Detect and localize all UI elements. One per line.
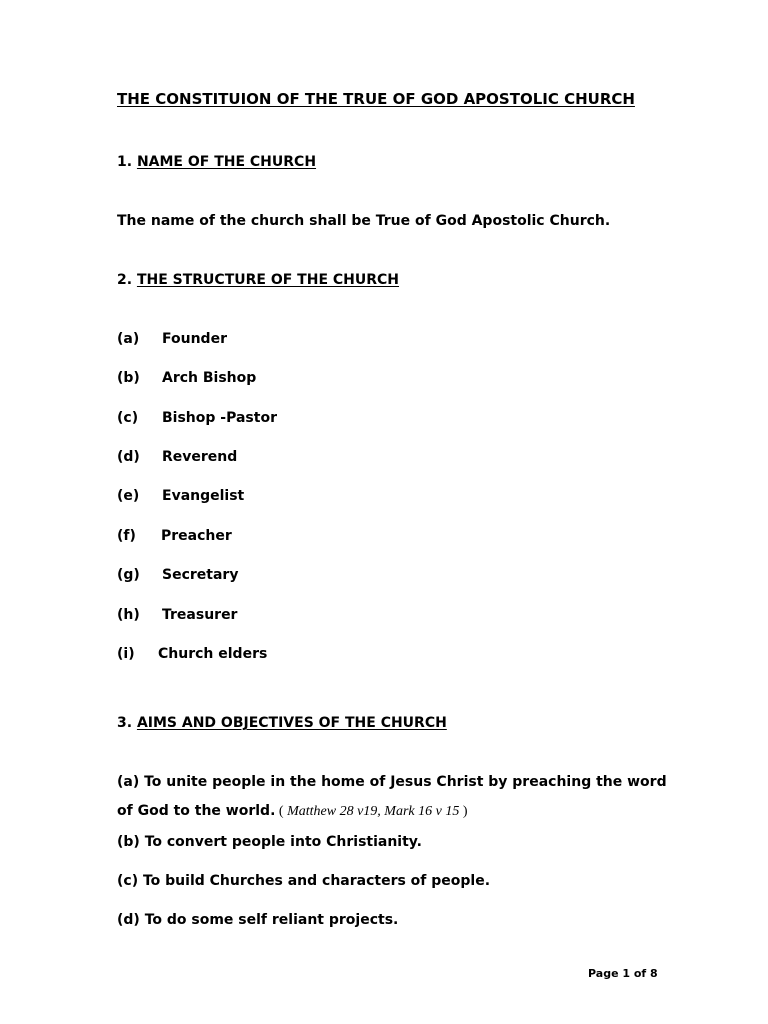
list-item-label: (f) [117, 528, 136, 544]
aim-d: (d) To do some self reliant projects. [117, 912, 399, 928]
list-item-text: Reverend [162, 449, 238, 465]
section-1-heading [117, 154, 316, 170]
list-item-label: (c) [117, 410, 139, 426]
section-1-title: NAME OF THE CHURCH [136, 154, 317, 170]
list-item-text: Preacher [161, 528, 232, 544]
list-item-label: (b) [117, 370, 140, 386]
section-1-body: The name of the church shall be True of God Apostolic Church. [117, 213, 611, 229]
list-item-text: Secretary [162, 567, 239, 583]
section-1-number: 1. [117, 154, 137, 170]
list-item-label: (a) [117, 331, 140, 347]
list-item-text: Founder [162, 331, 227, 347]
aim-c: (c) To build Churches and characters of people. [117, 873, 491, 889]
list-item-label: (d) [117, 449, 140, 465]
section-3-heading [117, 715, 447, 731]
scripture-reference-open: ( [275, 804, 288, 819]
page-number: Page 1 of 8 [588, 967, 658, 980]
list-item-label: (g) [117, 567, 140, 583]
section-2-title: THE STRUCTURE OF THE CHURCH [136, 272, 400, 288]
section-2-heading [117, 272, 399, 288]
list-item-text: Treasurer [162, 607, 238, 623]
section-3-number: 3. [117, 715, 137, 731]
aim-a-line-2-text: of God to the world. [117, 803, 276, 819]
list-item-text: Church elders [158, 646, 268, 662]
list-item-label: (e) [117, 488, 140, 504]
scripture-reference: Matthew 28 v19, Mark 16 v 15 [287, 804, 460, 819]
aim-a-line-1: (a) To unite people in the home of Jesus Christ by preaching the word [117, 774, 667, 790]
list-item-text: Evangelist [162, 488, 245, 504]
list-item-label: (h) [117, 607, 140, 623]
list-item-text: Bishop -Pastor [162, 410, 277, 426]
section-2-number: 2. [117, 272, 137, 288]
aim-a-line-2 [117, 803, 468, 820]
scripture-reference-close: ) [459, 804, 468, 819]
list-item-label: (i) [117, 646, 135, 662]
list-item-text: Arch Bishop [162, 370, 257, 386]
aim-b: (b) To convert people into Christianity. [117, 834, 422, 850]
document-title: THE CONSTITUION OF THE TRUE OF GOD APOSTOLIC CHURCH [117, 90, 635, 108]
section-3-title: AIMS AND OBJECTIVES OF THE CHURCH [136, 715, 447, 731]
